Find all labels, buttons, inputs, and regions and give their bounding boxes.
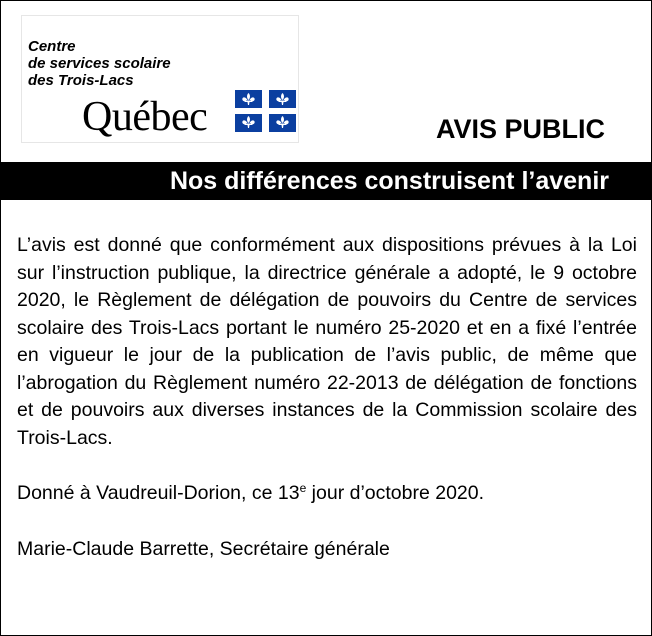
organization-name	[28, 38, 171, 89]
slogan-text: Nos différences construisent l’avenir	[169, 167, 609, 195]
ordinal-superscript: e	[299, 481, 307, 495]
organization-name-line: Centre	[28, 38, 76, 55]
notice-body	[17, 232, 637, 563]
given-at-prefix: Donné à Vaudreuil-Dorion, ce 13	[17, 482, 300, 504]
organization-name-line: de services scolaire	[28, 55, 171, 72]
fleurdelise-flag-icon	[235, 90, 296, 132]
notice-title: AVIS PUBLIC	[435, 114, 605, 144]
notice-paragraph: L’avis est donné que conformément aux dispositions prévues à la Loi sur l’instruction publique, la directrice générale a adopté, le 9 octobre 2020, le Règlement de délégation de pouvoirs du Centre de services scolaire des Trois-Lacs portant le numéro 25-2020 et en a fixé l’entrée en vigueur le jour de la publication de l’avis public, de même que l’abrogation du Règlement numéro 22-2013 de délégation de fonctions et de pouvoirs aux diverses instances de la Commission scolaire des Trois-Lacs.	[17, 234, 637, 449]
signature-line: Marie-Claude Barrette, Secrétaire générale	[17, 537, 390, 560]
given-at-line	[17, 480, 637, 508]
organization-name-line: des Trois-Lacs	[28, 72, 134, 89]
quebec-wordmark: Québec	[82, 94, 208, 140]
organization-logo	[21, 15, 299, 143]
given-at-suffix: jour d’octobre 2020.	[306, 482, 485, 504]
slogan-band	[1, 162, 652, 200]
